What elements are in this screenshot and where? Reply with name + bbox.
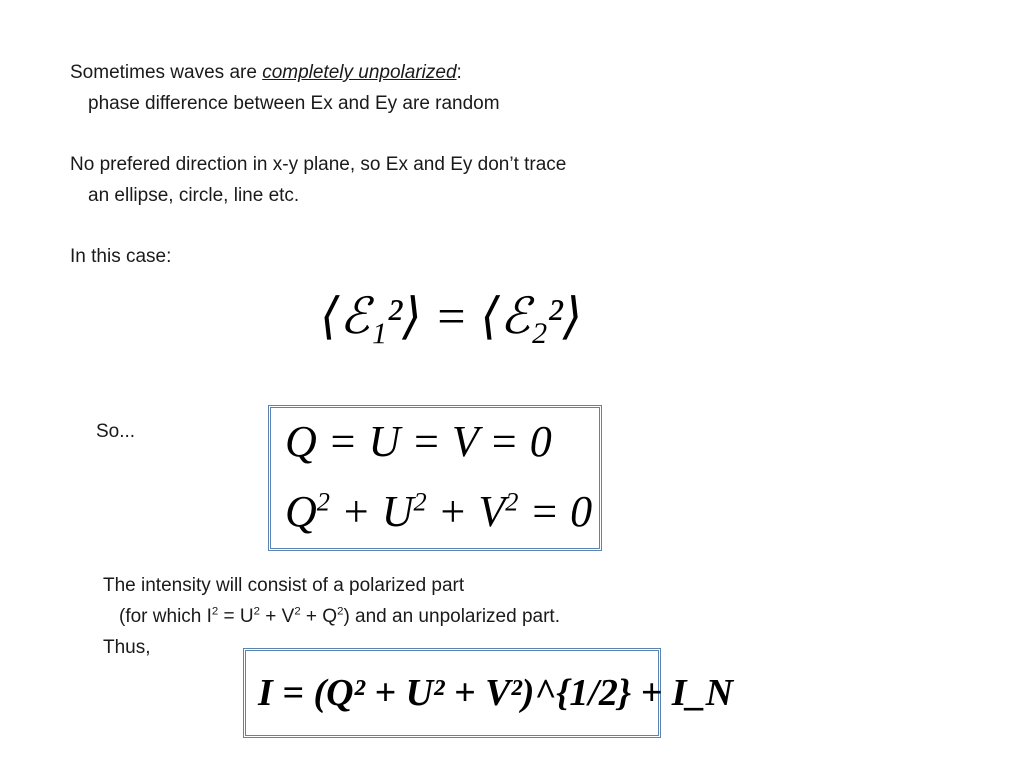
- line-thus: Thus,: [103, 637, 151, 658]
- line-sometimes: [70, 62, 462, 84]
- label-so: So...: [96, 421, 136, 442]
- line-for-which: (for which $I^2 = U^2 + V^2 + Q^2$) and an unpolarized part.: [119, 605, 560, 627]
- equation-rhs: ⟨ℰ₂²⟩: [480, 288, 583, 344]
- intensity-formula: I = (Q² + U² + V²)^{1/2} + I_N: [258, 672, 734, 714]
- line-phase-difference: phase difference between Ex and Ey are random: [88, 93, 500, 114]
- stokes-zero-equation: Q = U = V = 0: [285, 417, 552, 466]
- equation-lhs: ⟨ℰ₁²⟩: [320, 288, 422, 344]
- line-no-preferred-direction: No prefered direction in x-y plane, so Ex and Ey don’t trace: [70, 154, 567, 175]
- text-emphasis: completely unpolarized: [262, 62, 457, 83]
- stokes-conditions-box: [268, 405, 602, 551]
- equation-equal-amplitudes: [320, 280, 582, 352]
- text-prefix: Sometimes waves are: [70, 62, 263, 83]
- stokes-sum-squares-equation: $Q^2 + U^2 + V^2 = 0$: [285, 486, 593, 536]
- line-in-this-case: In this case:: [70, 246, 172, 267]
- intensity-formula-box: [243, 648, 734, 738]
- line-ellipse-circle: an ellipse, circle, line etc.: [88, 185, 300, 206]
- equation-equals: =: [434, 288, 468, 344]
- line-intensity-consist: The intensity will consist of a polarized part: [103, 575, 465, 596]
- text-colon: :: [456, 62, 462, 83]
